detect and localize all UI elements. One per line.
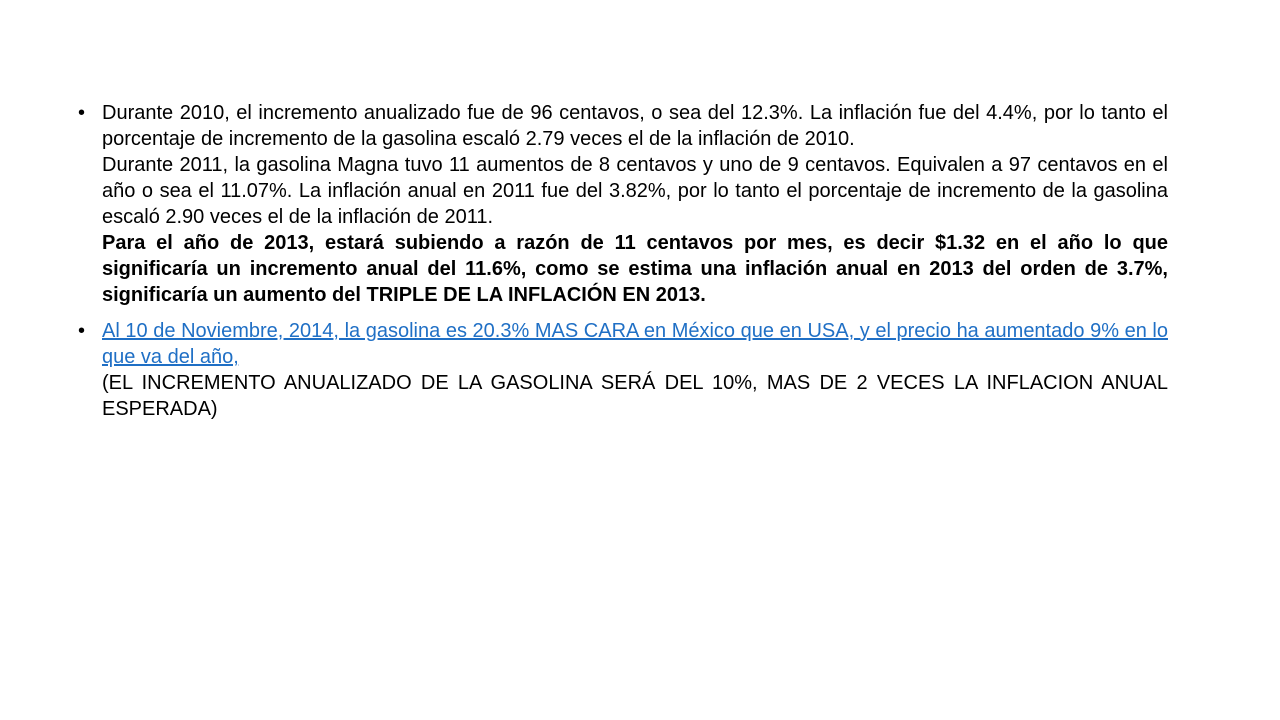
paragraph-2011: Durante 2011, la gasolina Magna tuvo 11 aumentos de 8 centavos y uno de 9 centavos. Equivalen a 97 centavos en el año o sea el 11.07%. La inflación anual en 2011 fue del 3.82%, por lo tanto el porcentaje de incremento de la gasolina escaló 2.90 veces el de la inflación de 2011. xyxy=(102,154,1168,228)
paragraph-annual-increase: (EL INCREMENTO ANUALIZADO DE LA GASOLINA SERÁ DEL 10%, MAS DE 2 VECES LA INFLACION ANUAL ESPERADA) xyxy=(102,372,1168,420)
slide-body xyxy=(78,100,1168,422)
bullet-item-2014 xyxy=(78,318,1168,422)
bullet-marker: • xyxy=(78,320,86,342)
bullet-item-2010-2013 xyxy=(78,100,1168,308)
paragraph-2013-bold: Para el año de 2013, estará subiendo a razón de 11 centavos por mes, es decir $1.32 en el año lo que significaría un incremento anual del 11.6%, como se estima una inflación anual en 2013 del orden de 3.7%, significaría un aumento del TRIPLE DE LA INFLACIÓN EN 2013. xyxy=(102,232,1168,306)
link-gasoline-price-2014[interactable]: Al 10 de Noviembre, 2014, la gasolina es 20.3% MAS CARA en México que en USA, y el precio ha aumentado 9% en lo que va del año, xyxy=(102,320,1168,368)
paragraph-2010: Durante 2010, el incremento anualizado fue de 96 centavos, o sea del 12.3%. La inflación fue del 4.4%, por lo tanto el porcentaje de incremento de la gasolina escaló 2.79 veces el de la inflación de 2010. xyxy=(102,102,1168,150)
bullet-marker: • xyxy=(78,102,86,124)
